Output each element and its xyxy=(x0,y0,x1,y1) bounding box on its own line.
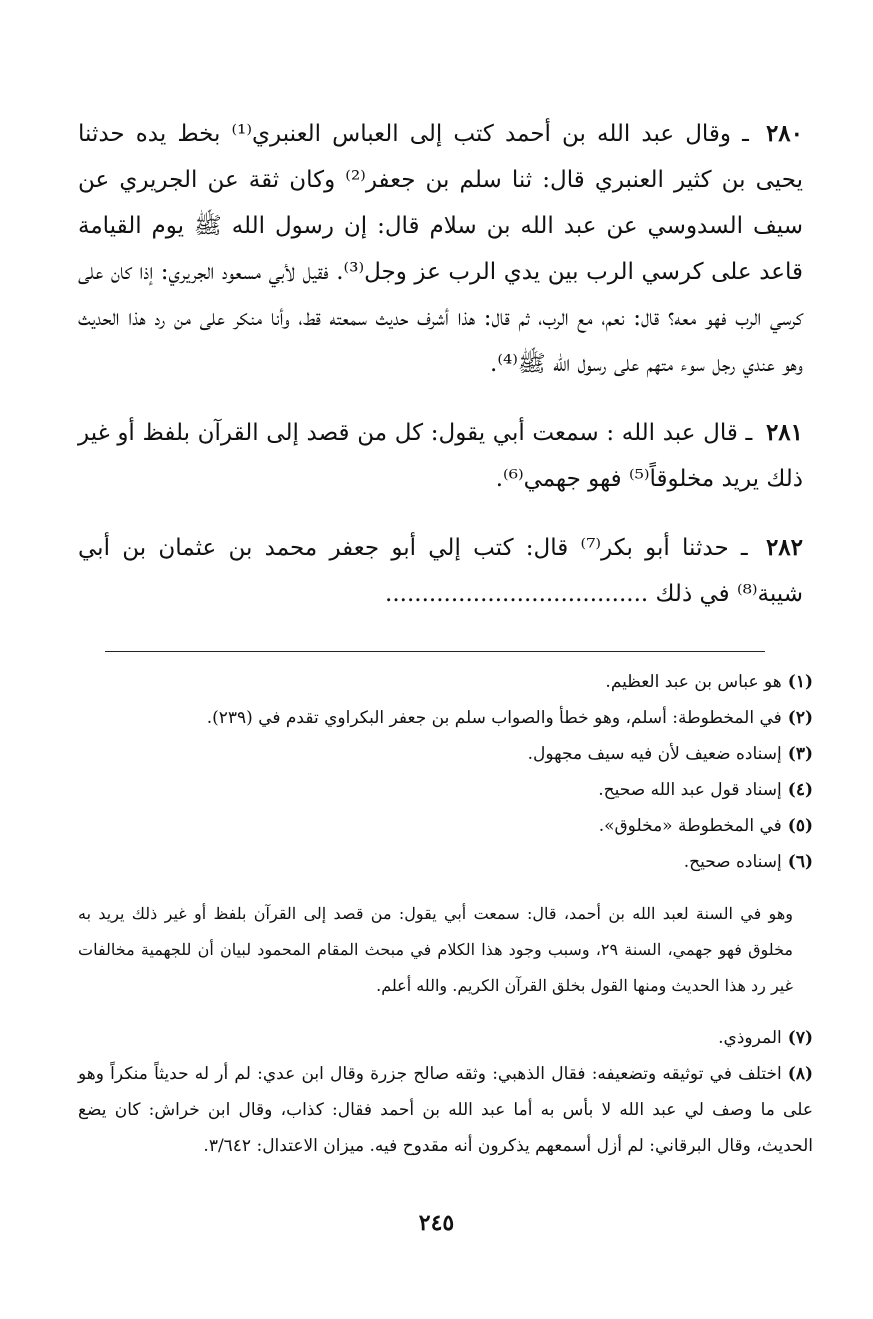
footnote-text: إسناد قول عبد الله صحيح. xyxy=(598,780,782,800)
footnote-text: في المخطوطة «مخلوق». xyxy=(598,816,782,836)
entry-number: ٢٨١ xyxy=(765,419,803,446)
entry-280 xyxy=(78,111,803,387)
footnote-number: (٥) xyxy=(787,816,813,836)
footnote-number: (٧) xyxy=(787,1028,813,1048)
footnote-6 xyxy=(78,844,813,880)
footnote-3 xyxy=(78,736,813,772)
entry-281 xyxy=(78,410,803,502)
footnote-number: (٣) xyxy=(787,744,813,764)
footnote-number: (٦) xyxy=(787,852,813,872)
entry-text: ـ قال عبد الله : سمعت أبي يقول: كل من قصد إلى القرآن بلفظ أو غير ذلك يريد مخلوقاً⁽⁵⁾ فهو جهمي⁽⁶⁾. xyxy=(78,420,803,492)
footnote-5 xyxy=(78,808,813,844)
entry-text: ـ حدثنا أبو بكر⁽⁷⁾ قال: كتب إلي أبو جعفر محمد بن عثمان بن أبي شيبة⁽⁸⁾ في ذلك xyxy=(78,535,803,607)
footnote-number: (٤) xyxy=(787,780,813,800)
entry-number: ٢٨٠ xyxy=(765,120,803,147)
ellipsis-dots: .................................... xyxy=(385,581,649,607)
page-number: ٢٤٥ xyxy=(418,1210,455,1236)
main-text xyxy=(78,88,803,629)
footnote-number: (٢) xyxy=(787,708,813,728)
footnote-8 xyxy=(78,1056,813,1164)
footnote-7 xyxy=(78,1020,813,1056)
entry-text: ـ وقال عبد الله بن أحمد كتب إلى العباس العنبري⁽¹⁾ بخط يده حدثنا يحيى بن كثير العنبري قال: ثنا سلم بن جعفر⁽²⁾ وكان ثقة عن الجريري عن سيف السدوسي عن عبد الله بن سلام قال: إن رسول الله ﷺ يوم القيامة قاعد على كرسي الرب بين يدي الرب عز وجل⁽³⁾. فقيل لأبي مسعود الجريري: إذا كان على كرسي الرب فهو معه؟ قال: نعم، مع الرب، ثم قال: هذا أشرف حديث سمعته قط، وأنا منكر على من رد هذا الحديث وهو عندي رجل سوء متهم على رسول الله ﷺ⁽⁴⁾. xyxy=(78,121,803,377)
footnote-text: في المخطوطة: أسلم، وهو خطأ والصواب سلم بن جعفر البكراوي تقدم في (٢٣٩). xyxy=(206,708,782,728)
footnote-number: (٨) xyxy=(787,1064,813,1084)
footnote-number: (١) xyxy=(787,672,813,692)
footnotes xyxy=(78,664,813,1164)
entry-number: ٢٨٢ xyxy=(765,534,804,561)
footnote-text: هو عباس بن عبد العظيم. xyxy=(605,672,782,692)
footnote-1 xyxy=(78,664,813,700)
footnote-text: اختلف في توثيقه وتضعيفه: فقال الذهبي: وثقه صالح جزرة وقال ابن عدي: لم أر له حديثاً منكراً وهو على ما وصف لي عبد الله لا بأس به أما عبد الله بن أحمد فقال: كذاب، وقال ابن خراش: كان يضع الحديث، وقال البرقاني: لم أزل أسمعهم يذكرون أنه مقدوح فيه. ميزان الاعتدال: ٣/٦٤٢. xyxy=(78,1064,813,1156)
footnote-text: إسناده صحيح. xyxy=(683,852,782,872)
footnote-4 xyxy=(78,772,813,808)
footnote-text: المروذي. xyxy=(718,1028,782,1048)
footnote-6-continuation: وهو في السنة لعبد الله بن أحمد، قال: سمعت أبي يقول: من قصد إلى القرآن بلفظ أو غير ذلك يريد به مخلوق فهو جهمي، السنة ٢٩، وسبب وجود هذا الكلام في مبحث المقام المحمود لبيان أن للجهمية مخالفات غير رد هذا الحديث ومنها القول بخلق القرآن الكريم. والله أعلم. xyxy=(78,904,794,995)
footnote-separator xyxy=(105,651,765,652)
footnote-text: إسناده ضعيف لأن فيه سيف مجهول. xyxy=(527,744,782,764)
footnote-2 xyxy=(78,700,813,736)
entry-282 xyxy=(78,525,803,617)
